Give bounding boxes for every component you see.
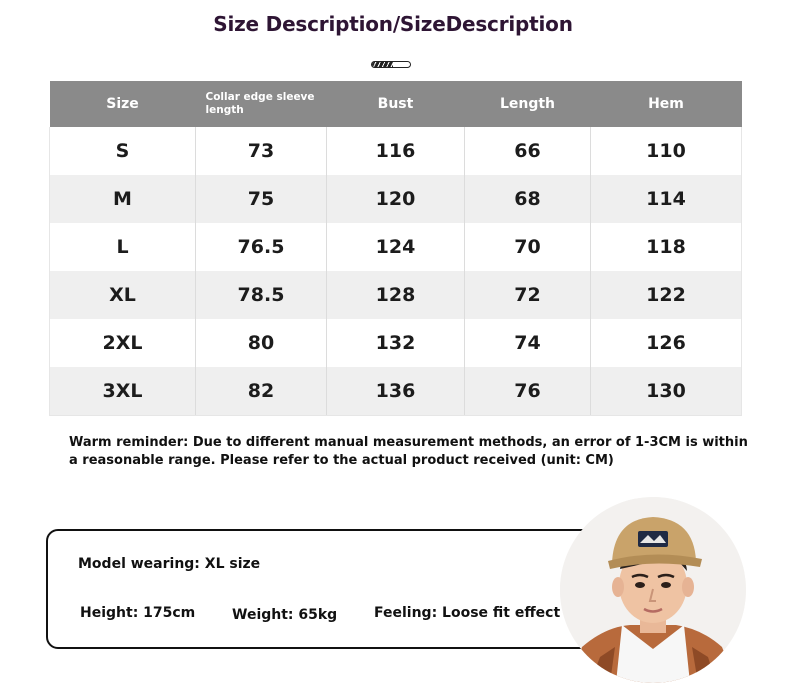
cell-bust: 136 — [327, 367, 465, 416]
cell-bust: 128 — [327, 271, 465, 319]
cell-hem: 126 — [591, 319, 742, 367]
page-title: Size Description/SizeDescription — [213, 12, 573, 36]
model-feeling: Feeling: Loose fit effect — [374, 605, 561, 621]
model-photo — [560, 497, 746, 683]
table-row — [50, 271, 742, 319]
header-length: Length — [465, 81, 591, 127]
model-info-box — [46, 529, 626, 649]
table-header-row — [50, 81, 742, 127]
cell-bust: 132 — [327, 319, 465, 367]
cell-hem: 130 — [591, 367, 742, 416]
header-collar-edge-sleeve-length: Collar edge sleeve length — [196, 81, 327, 127]
cell-sleeve: 80 — [196, 319, 327, 367]
cell-hem: 110 — [591, 127, 742, 175]
model-weight: Weight: 65kg — [232, 607, 338, 623]
header-bust: Bust — [327, 81, 465, 127]
cell-length: 68 — [465, 175, 591, 223]
table-row — [50, 367, 742, 416]
size-table — [49, 81, 742, 416]
cell-size: S — [50, 127, 196, 175]
cell-sleeve: 82 — [196, 367, 327, 416]
cell-size: M — [50, 175, 196, 223]
cell-length: 72 — [465, 271, 591, 319]
cell-bust: 124 — [327, 223, 465, 271]
model-wearing-size: Model wearing: XL size — [78, 556, 261, 572]
cell-size: L — [50, 223, 196, 271]
model-height: Height: 175cm — [80, 605, 196, 621]
table-row — [50, 127, 742, 175]
cell-sleeve: 75 — [196, 175, 327, 223]
cell-size: XL — [50, 271, 196, 319]
cell-size: 2XL — [50, 319, 196, 367]
header-hem: Hem — [591, 81, 742, 127]
cell-length: 74 — [465, 319, 591, 367]
table-row — [50, 319, 742, 367]
table-row — [50, 223, 742, 271]
cell-sleeve: 73 — [196, 127, 327, 175]
cell-length: 70 — [465, 223, 591, 271]
cell-hem: 122 — [591, 271, 742, 319]
title-divider-ornament — [371, 61, 411, 68]
cell-bust: 116 — [327, 127, 465, 175]
cell-hem: 118 — [591, 223, 742, 271]
cell-sleeve: 76.5 — [196, 223, 327, 271]
table-row — [50, 175, 742, 223]
cell-sleeve: 78.5 — [196, 271, 327, 319]
cell-hem: 114 — [591, 175, 742, 223]
header-size: Size — [50, 81, 196, 127]
model-portrait-illustration — [560, 497, 746, 683]
cell-bust: 120 — [327, 175, 465, 223]
warm-reminder-note: Warm reminder: Due to different manual measurement methods, an error of 1-3CM is within a reasonable range. Please refer to the actual product received (unit: CM) — [69, 435, 748, 468]
cell-size: 3XL — [50, 367, 196, 416]
cell-length: 66 — [465, 127, 591, 175]
cell-length: 76 — [465, 367, 591, 416]
